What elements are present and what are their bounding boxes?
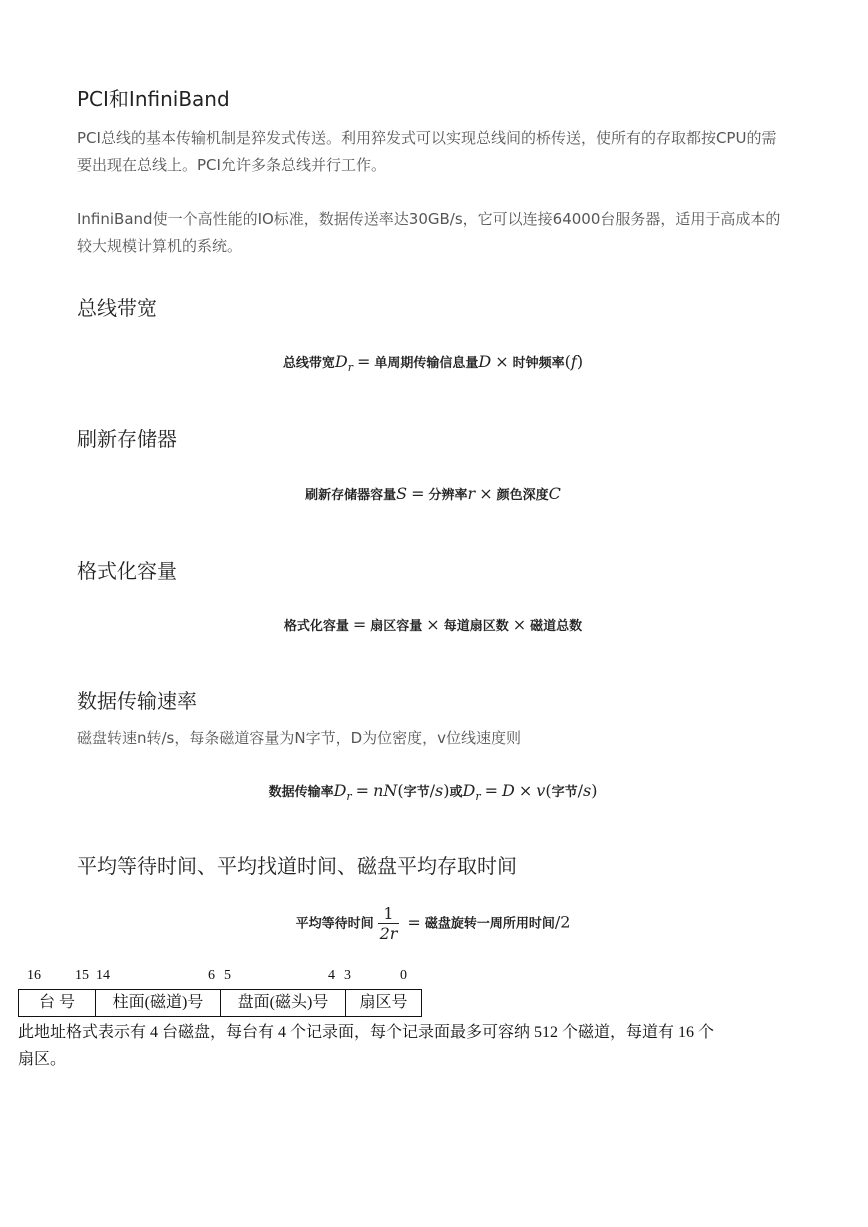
formula-var: v: [536, 781, 546, 800]
formula-op: ×: [479, 484, 493, 503]
heading-bus-bandwidth: 总线带宽: [77, 296, 157, 320]
formula-var: D: [478, 352, 492, 371]
paragraph-transfer-rate: 磁盘转速n转/s，每条磁道容量为N字节，D为位密度，v位线速度则: [77, 729, 522, 747]
formula-op: /: [577, 781, 583, 800]
formula-term: 格式化容量: [283, 619, 349, 634]
formula-term: 字节: [403, 785, 430, 800]
formula-op: =: [407, 912, 421, 932]
formula-var: f: [570, 352, 577, 371]
formula-op: ×: [512, 615, 527, 634]
heading-data-transfer-rate: 数据传输速率: [77, 689, 197, 713]
formula-op: =: [357, 352, 371, 371]
bit-label: 0: [400, 968, 407, 983]
bit-label: 4: [328, 968, 335, 983]
formula-var: D: [462, 781, 476, 800]
formula-op: =: [411, 484, 425, 503]
formula-paren: (: [397, 781, 404, 800]
formula-term: 扇区容量: [370, 619, 423, 634]
heading-formatted-capacity: 格式化容量: [77, 559, 177, 583]
formula-refresh-memory: [77, 484, 789, 503]
formula-sub: r: [347, 360, 353, 374]
formula-op: =: [352, 615, 367, 634]
field-drive-number: 台 号: [19, 990, 96, 1016]
formula-op: /: [429, 781, 436, 800]
heading-access-time: 平均等待时间、平均找道时间、磁盘平均存取时间: [77, 854, 517, 878]
formula-op: =: [484, 781, 499, 800]
paragraph-infiniband: InfiniBand使一个高性能的IO标准，数据传送率达30GB/s，它可以连接64000台服务器，适用于高成本的较大规模计算机的系统。: [77, 210, 781, 255]
formula-term: 磁道总数: [530, 619, 583, 634]
formula-term: 或: [449, 785, 463, 800]
bit-label: 15: [75, 968, 89, 983]
formula-term: 分辨率: [428, 488, 468, 503]
formula-op: =: [355, 781, 370, 800]
formula-var: s: [582, 781, 592, 800]
fraction-numerator: 1: [383, 904, 394, 923]
formula-term: 单周期传输信息量: [374, 356, 479, 371]
bit-label: 14: [96, 968, 110, 983]
formula-term: 磁盘旋转一周所用时间: [424, 916, 555, 932]
formula-transfer-rate: [77, 781, 789, 803]
formula-var: C: [548, 484, 561, 503]
formula-average-wait: [77, 904, 789, 943]
field-head-number: 盘面(磁头)号: [221, 990, 346, 1016]
formula-var: D: [334, 352, 348, 371]
address-format-description: 此地址格式表示有 4 台磁盘，每台有 4 个记录面，每个记录面最多可容纳 512 个磁道，每道有 16 个扇区。: [18, 1024, 715, 1068]
formula-paren: (: [564, 352, 571, 371]
bit-label: 3: [344, 968, 351, 983]
formula-term: 刷新存储器容量: [305, 488, 397, 503]
formula-op: ×: [426, 615, 440, 634]
formula-op: ×: [518, 781, 533, 800]
fraction-denominator: 2r: [379, 924, 398, 943]
formula-term: 平均等待时间: [295, 916, 374, 932]
field-cylinder-number: 柱面(磁道)号: [96, 990, 221, 1016]
formula-op: /2: [554, 912, 571, 932]
formula-var: S: [396, 484, 408, 503]
formula-formatted-capacity: [77, 615, 789, 634]
formula-var: D: [502, 781, 515, 800]
formula-term: 总线带宽: [282, 356, 335, 371]
heading-refresh-memory: 刷新存储器: [77, 427, 177, 451]
address-fields: [18, 989, 422, 1017]
formula-bus-bandwidth: [77, 352, 789, 374]
bit-label: 5: [224, 968, 231, 983]
bit-label: 6: [208, 968, 215, 983]
heading-pci-infiniband: PCI和InfiniBand: [77, 87, 230, 111]
formula-var: nN: [373, 781, 398, 800]
formula-term: 每道扇区数: [443, 619, 509, 634]
field-sector-number: 扇区号: [359, 994, 408, 1011]
formula-var: s: [435, 781, 444, 800]
formula-var: r: [467, 484, 476, 503]
formula-sub: r: [346, 789, 352, 803]
formula-op: ×: [495, 352, 509, 371]
formula-paren: (: [545, 781, 552, 800]
formula-sub: r: [475, 789, 481, 803]
formula-var: D: [333, 781, 347, 800]
paragraph-pci: PCI总线的基本传输机制是猝发式传送。利用猝发式可以实现总线间的桥传送，使所有的存取都按CPU的需要出现在总线上。PCI允许多条总线并行工作。: [77, 129, 777, 174]
formula-paren: ): [576, 352, 584, 371]
bit-label: 16: [27, 968, 41, 983]
formula-term: 字节: [551, 785, 578, 800]
formula-term: 数据传输率: [268, 785, 334, 800]
formula-fraction: [378, 904, 400, 943]
formula-paren: ): [443, 781, 450, 800]
formula-term: 颜色深度: [496, 488, 549, 503]
formula-paren: ): [591, 781, 598, 800]
formula-term: 时钟频率: [512, 356, 565, 371]
